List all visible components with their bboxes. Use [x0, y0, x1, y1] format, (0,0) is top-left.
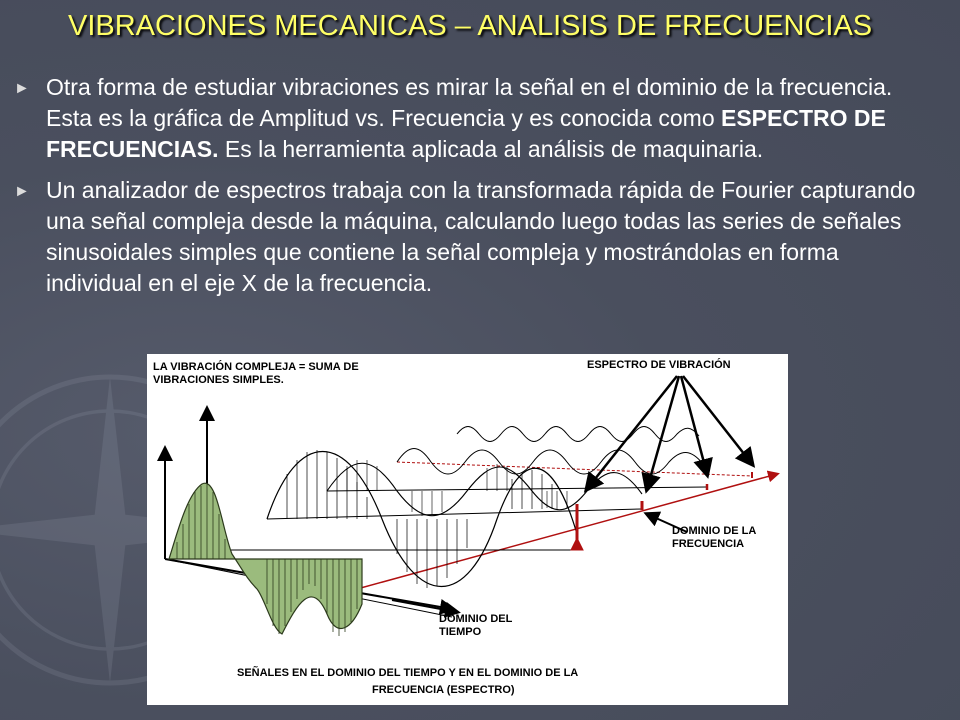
list-item: [14, 175, 934, 299]
time-domain-label-1: DOMINIO DEL: [439, 613, 513, 625]
bullet-text: Un analizador de espectros trabaja con la transformada rápida de Fourier capturando una señal compleja desde la máquina, calculando luego todas las series de señales sinusoidales simples que contiene la señal compleja y mostrándolas en forma individual en el eje X de la frecuencia.: [46, 177, 916, 296]
spectrum-label: ESPECTRO DE VIBRACIÓN: [587, 359, 731, 371]
time-domain-label-2: TIEMPO: [439, 626, 482, 638]
bullet-text: Otra forma de estudiar vibraciones es mirar la señal en el dominio de la frecuencia. Esta es la gráfica de Amplitud vs. Frecuencia y es conocida como: [46, 74, 893, 131]
list-item: [14, 72, 934, 165]
complex-label-2: VIBRACIONES SIMPLES.: [153, 374, 284, 386]
bullet-bold-term: ESPECTRO DE FRECUENCIAS.: [46, 105, 886, 162]
page-title: VIBRACIONES MECANICAS – ANALISIS DE FRECUENCIAS: [68, 10, 873, 42]
complex-label-1: LA VIBRACIÓN COMPLEJA = SUMA DE: [153, 361, 359, 373]
spectrum-figure: [147, 354, 788, 705]
bullet-arrow-icon: ►: [14, 80, 30, 97]
spectrum-pointer-arrows: [587, 376, 752, 489]
spectrum-line-1-base: [571, 540, 583, 550]
caption-line-2: FRECUENCIA (ESPECTRO): [372, 684, 515, 696]
spectrum-diagram: [147, 354, 788, 705]
time-domain-arrow: [392, 600, 457, 612]
bullet-list: [14, 72, 934, 309]
freq-domain-label-1: DOMINIO DE LA: [672, 525, 757, 537]
caption-line-1: SEÑALES EN EL DOMINIO DEL TIEMPO Y EN EL DOMINIO DE LA: [237, 667, 579, 679]
guide-line-2: [267, 509, 642, 519]
freq-domain-label-2: FRECUENCIA: [672, 538, 745, 550]
bullet-text-end: Es la herramienta aplicada al análisis de maquinaria.: [218, 136, 764, 162]
bullet-arrow-icon: ►: [14, 183, 30, 200]
guide-line-3: [327, 487, 707, 491]
